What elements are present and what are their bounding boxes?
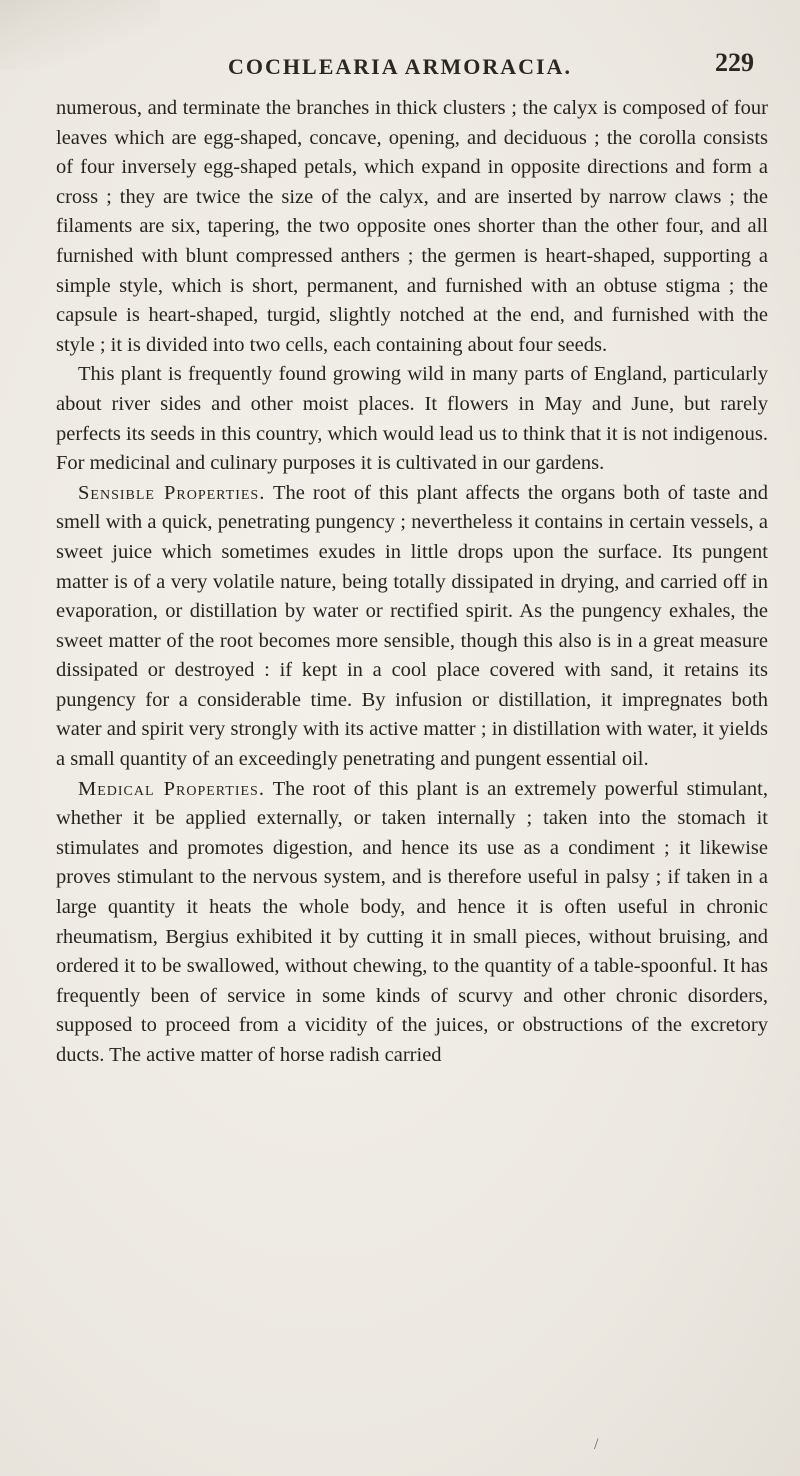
paragraph-text: The root of this plant is an extremely powerful stimulant, whether it be applied externally, or taken internally ; taken into the stomach it stimulates and promotes digestion, and hence its use as a condiment ; it likewise proves stimulant to the nervous system, and is therefore useful in palsy ; if taken in a large quantity it heats the whole body, and hence it is often useful in chronic rheumatism, Bergius exhibited it by cutting it in small pieces, without bruising, and ordered it to be swallowed, without chewing, to the quantity of a table-spoonful. It has frequently been of service in some kinds of scurvy and other chronic disorders, supposed to proceed from a vicidity of the juices, or obstructions of the excretory ducts. The active matter of horse radish carried [56, 777, 769, 1066]
paragraph-habitat [56, 360, 768, 478]
section-heading-medical-properties: Medical Properties. [78, 777, 265, 800]
paragraph-description-continued [56, 94, 768, 360]
paragraph-text: This plant is frequently found growing wild in many parts of England, particularly about river sides and other moist places. It flowers in May and June, but rarely perfects its seeds in this country, which would lead us to think that it is not indigenous. For medicinal and culinary purposes it is cultivated in our gardens. [56, 363, 768, 475]
running-head [0, 46, 800, 86]
paragraph-sensible-properties [56, 479, 768, 775]
paragraph-text: The root of this plant affects the organs both of taste and smell with a quick, penetrating pungency ; nevertheless it contains in certain vessels, a sweet juice which sometimes exudes in little drops upon the surface. Its pungent matter is of a very volatile nature, being totally dissipated in drying, and carried off in evaporation, or distillation by water or rectified spirit. As the pungency exhales, the sweet matter of the root becomes more sensible, though this also is in a great measure dissipated or destroyed : if kept in a cool place covered with sand, it retains its pungency for a considerable time. By infusion or distillation, it impregnates both water and spirit very strongly with its active matter ; in distillation with water, it yields a small quantity of an exceedingly penetrating and pungent essential oil. [56, 481, 768, 771]
body-text [56, 94, 768, 1071]
running-head-title: COCHLEARIA ARMORACIA. [228, 54, 572, 79]
footer-mark: / [594, 1436, 599, 1453]
paragraph-medical-properties [56, 775, 768, 1071]
paragraph-text: numerous, and terminate the branches in thick clusters ; the calyx is composed of four leaves which are egg-shaped, concave, opening, and deciduous ; the corolla consists of four inversely egg-shaped petals, which expand in opposite directions and form a cross ; they are twice the size of the calyx, and are inserted by narrow claws ; the filaments are six, tapering, the two opposite ones shorter than the other four, and all furnished with blunt compressed anthers ; the germen is heart-shaped, supporting a simple style, which is short, permanent, and furnished with an obtuse stigma ; the capsule is heart-shaped, turgid, slightly notched at the end, and furnished with the style ; it is divided into two cells, each containing about four seeds. [56, 97, 768, 356]
page-number: 229 [715, 48, 754, 77]
section-heading-sensible-properties: Sensible Properties. [78, 481, 266, 504]
